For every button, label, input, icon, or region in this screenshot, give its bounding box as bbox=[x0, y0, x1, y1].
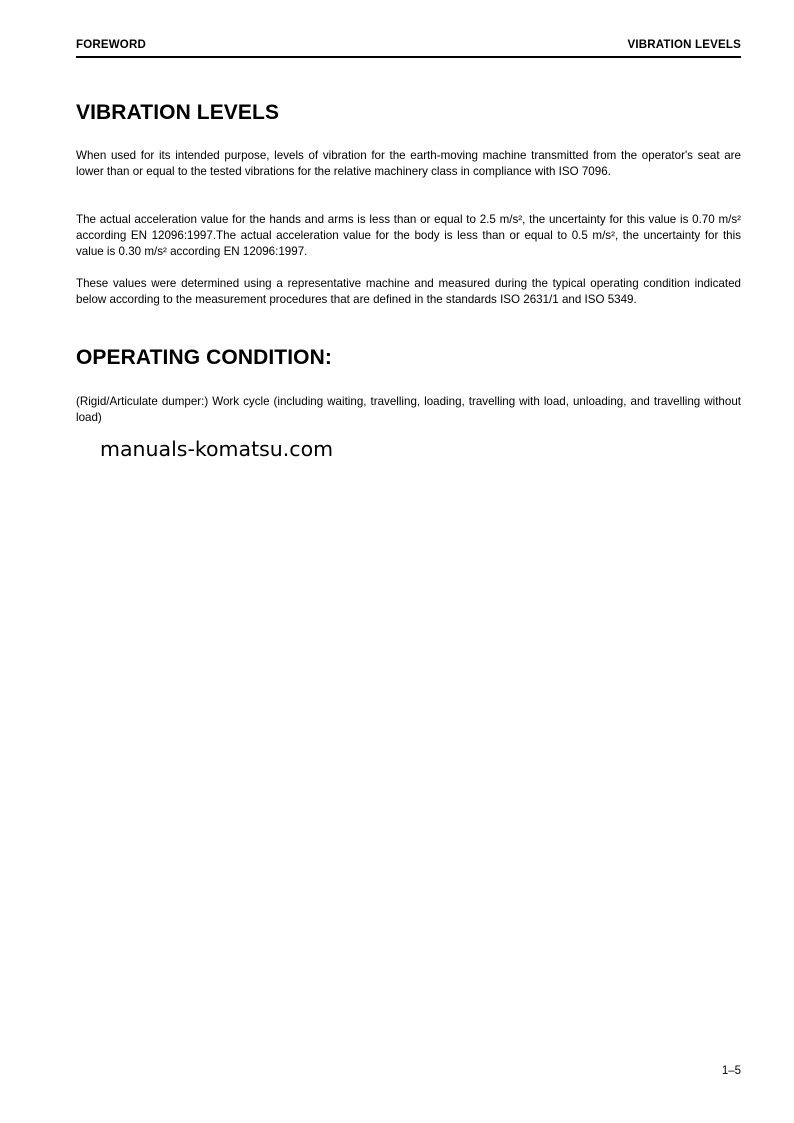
header-section-label: VIBRATION LEVELS bbox=[627, 39, 741, 51]
page-header bbox=[76, 38, 741, 58]
header-chapter-label: FOREWORD bbox=[76, 39, 146, 51]
operating-condition-paragraph: (Rigid/Articulate dumper:) Work cycle (including waiting, travelling, loading, travelling with load, unloading, and travelling without load) bbox=[76, 395, 741, 424]
watermark-text: manuals-komatsu.com bbox=[100, 437, 334, 461]
vibration-paragraph-3: These values were determined using a representative machine and measured during the typical operating condition indicated below according to the measurement procedures that are defined in the standards ISO 2631/1 and ISO 5349. bbox=[76, 277, 741, 306]
vibration-paragraph-1: When used for its intended purpose, levels of vibration for the earth-moving machine transmitted from the operator's seat are lower than or equal to the tested vibrations for the relative machinery class in compliance with ISO 7096. bbox=[76, 149, 741, 178]
page-number: 1–5 bbox=[721, 1065, 741, 1077]
operating-condition-heading: OPERATING CONDITION: bbox=[76, 346, 332, 369]
vibration-paragraph-2: The actual acceleration value for the hands and arms is less than or equal to 2.5 m/s², the uncertainty for this value is 0.70 m/s² according EN 12096:1997.The actual acceleration value for the body is less than or equal to 0.5 m/s², the uncertainty for this value is 0.30 m/s² according EN 12096:1997. bbox=[76, 213, 741, 258]
vibration-levels-heading: VIBRATION LEVELS bbox=[76, 101, 280, 124]
